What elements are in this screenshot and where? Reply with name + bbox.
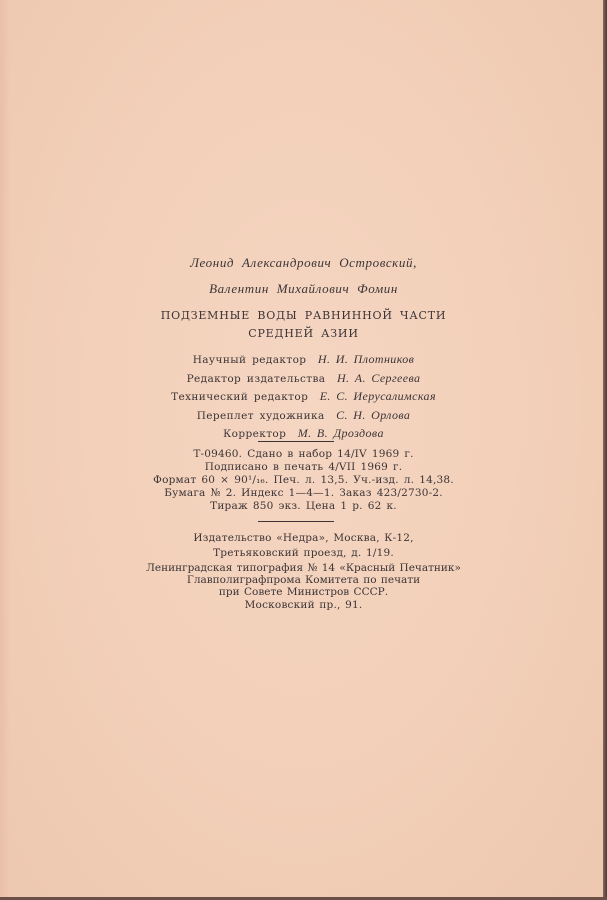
printer-address: Московский пр., 91. (244, 599, 363, 611)
credit-technical-editor (0, 390, 607, 403)
credit-science-editor (0, 353, 607, 366)
printer-line-3: при Совете Министров СССР. (218, 586, 389, 598)
credit-publisher-editor (0, 372, 607, 385)
credit-role: Технический редактор (171, 391, 309, 403)
credit-cover-artist (0, 409, 607, 422)
credit-name: Е. С. Иерусалимская (319, 389, 436, 403)
printer-line-1: Ленинградская типография № 14 «Красный Печатник» (146, 562, 461, 574)
imprint-line-5: Тираж 850 экз. Цена 1 р. 62 к. (210, 500, 397, 512)
credit-proofreader (0, 427, 607, 440)
credit-name: М. В. Дроздова (297, 426, 384, 440)
credit-role: Корректор (223, 428, 287, 440)
divider-rule (258, 521, 334, 522)
publisher-line-1: Издательство «Недра», Москва, К-12, (193, 532, 414, 544)
credit-role: Редактор издательства (186, 373, 326, 385)
divider-rule (258, 441, 334, 442)
credit-role: Научный редактор (192, 354, 307, 366)
credit-role: Переплет художника (196, 410, 325, 422)
credit-name: Н. И. Плотников (317, 352, 415, 366)
book-title-line-1: ПОДЗЕМНЫЕ ВОДЫ РАВНИННОЙ ЧАСТИ (160, 309, 447, 322)
imprint-line-4: Бумага № 2. Индекс 1—4—1. Заказ 423/2730-2. (164, 487, 443, 499)
book-title-line-2: СРЕДНЕЙ АЗИИ (248, 327, 359, 340)
credit-name: С. Н. Орлова (336, 408, 411, 422)
publisher-line-2: Третьяковский проезд, д. 1/19. (213, 547, 394, 559)
author-2: Валентин Михайлович Фомин (209, 281, 398, 296)
credit-name: Н. А. Сергеева (336, 371, 421, 385)
imprint-line-3: Формат 60 × 90¹/₁₆. Печ. л. 13,5. Уч.-изд. л. 14,38. (153, 474, 454, 486)
imprint-line-1: Т-09460. Сдано в набор 14/IV 1969 г. (193, 448, 414, 460)
author-1: Леонид Александрович Островский, (190, 255, 417, 270)
printer-line-2: Главполиграфпрома Комитета по печати (186, 574, 421, 586)
imprint-line-2: Подписано в печать 4/VII 1969 г. (204, 461, 403, 473)
